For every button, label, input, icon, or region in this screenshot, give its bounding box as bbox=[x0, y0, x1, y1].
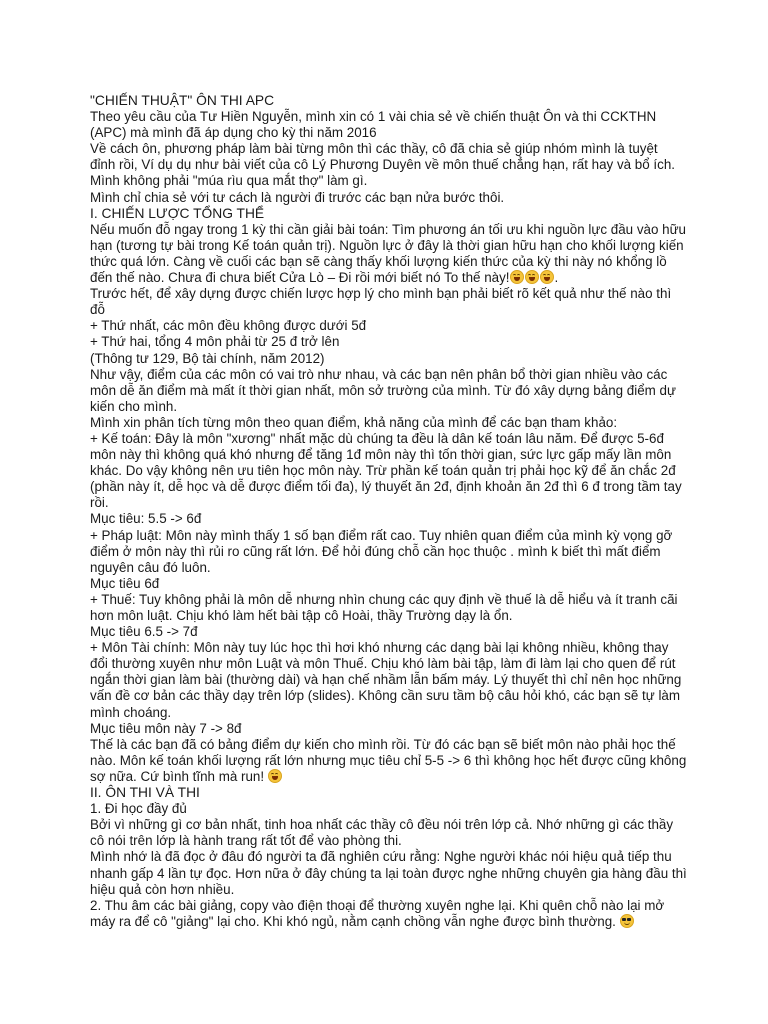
text-span: máy ra để cô "giảng" lại cho. Khi khó ngủ, nằm cạnh chồng vẫn nghe được bình thường. bbox=[90, 913, 616, 929]
grinning-face-emoji-icon bbox=[525, 270, 539, 284]
text-line: (Thông tư 129, Bộ tài chính, năm 2012) bbox=[90, 350, 325, 366]
text-line: Mình không phải "múa rìu qua mắt thợ" làm gì. bbox=[90, 173, 368, 189]
text-line: Nếu muốn đỗ ngay trong 1 kỳ thi cần giải bài toán: Tìm phương án tối ưu khi nguồn lực đầu vào hữu bbox=[90, 221, 687, 237]
text-line: hơn môn luật. Chịu khó làm hết bài tập cô Hoài, thầy Trường dạy là ổn. bbox=[90, 608, 513, 623]
text-line: Mình nhớ là đã đọc ở đâu đó người ta đã nghiên cứu rằng: Nghe người khác nói hiệu quả tiếp thu bbox=[90, 849, 672, 865]
text-line: + Pháp luật: Môn này mình thấy 1 số bạn điểm rất cao. Tuy nhiên quan điểm của mình kỳ vọng gỡ bbox=[90, 527, 673, 543]
text-line-with-emoji bbox=[90, 914, 690, 930]
text-line: khác. Do vậy không nên ưu tiên học môn này. Trừ phần kế toán quản trị phải học kỹ để ăn chắc 2đ bbox=[90, 463, 676, 479]
text-line: vấn đề cơ bản các thầy dạy trên lớp (slides). Không cần sưu tầm bộ câu hỏi khó, các bạn sẽ tự làm bbox=[90, 688, 681, 704]
text-line-with-emoji bbox=[90, 769, 690, 785]
document-title: "CHIẾN THUẬT" ÔN THI APC bbox=[90, 93, 275, 108]
text-line: môn dễ ăn điểm mà mất ít thời gian nhất, môn sở trường của mình. Từ đó xây dựng bảng điểm dự bbox=[90, 382, 676, 398]
target-line: Mục tiêu: 5.5 -> 6đ bbox=[90, 511, 202, 527]
text-line: (APC) mà mình đã áp dụng cho kỳ thi năm 2016 bbox=[90, 125, 377, 141]
text-line: rồi. bbox=[90, 495, 109, 511]
text-line: đỗ bbox=[90, 302, 105, 318]
condition-item: + Thứ nhất, các môn đều không được dưới 5đ bbox=[90, 318, 367, 334]
smiling-face-sunglasses-emoji-icon bbox=[620, 914, 634, 928]
text-line: Trước hết, để xây dựng được chiến lược hợp lý cho mình bạn phải biết rõ kết quả như thế nào thì bbox=[90, 286, 672, 302]
section-heading: I. CHIẾN LƯỢC TỔNG THỂ bbox=[90, 205, 265, 221]
text-line: đỉnh rồi, Ví dụ dụ như bài viết của cô Lý Phương Duyên về môn thuế chẳng hạn, rất hay và bổ ích. bbox=[90, 157, 676, 173]
text-line: Thế là các bạn đã có bảng điểm dự kiến cho mình rồi. Từ đó các bạn sẽ biết môn nào phải học thế bbox=[90, 736, 676, 752]
text-line: hiệu quả còn hơn nhiều. bbox=[90, 881, 235, 897]
text-line: + Thuế: Tuy không phải là môn dễ nhưng nhìn chung các quy định về thuế là dễ hiểu và ít tranh cãi bbox=[90, 591, 678, 607]
text-line: Bởi vì những gì cơ bản nhất, tinh hoa nhất các thầy cô đều nói trên lớp cả. Nhớ những gì các thầy bbox=[90, 817, 674, 833]
condition-item: + Thứ hai, tổng 4 môn phải từ 25 đ trở lên bbox=[90, 334, 340, 350]
text-line: điểm ở môn này thì rủi ro cũng rất lớn. Để hỏi đúng chỗ cần học thuộc . mình k biết thì mất điểm bbox=[90, 543, 661, 559]
text-line-with-emoji bbox=[90, 270, 690, 286]
text-line: mình choáng. bbox=[90, 704, 172, 720]
text-span: . bbox=[554, 270, 559, 286]
text-line: kiến cho mình. bbox=[90, 398, 178, 414]
text-line: Mình xin phân tích từng môn theo quan điểm, khả năng của mình để các bạn tham khảo: bbox=[90, 414, 618, 430]
grinning-face-emoji-icon bbox=[510, 270, 524, 284]
section-heading: II. ÔN THI VÀ THI bbox=[90, 785, 200, 801]
text-line: ngắn thời gian làm bài (thường dài) và hạn chế nhầm lẫn bấm máy. Lý thuyết thì chỉ nên học những bbox=[90, 672, 682, 688]
grinning-face-emoji-icon bbox=[268, 769, 282, 783]
text-span: sợ nữa. Cứ bình tĩnh mà run! bbox=[90, 768, 265, 784]
text-line: hạn (tương tự bài trong Kế toán quản trị). Nguồn lực ở đây là thời gian hữu hạn cho khối lượng kiến bbox=[90, 237, 684, 253]
text-line: cô nói trên lớp là hành trang rất tốt để vào phòng thi. bbox=[90, 833, 402, 849]
target-line: Mục tiêu 6.5 -> 7đ bbox=[90, 624, 198, 640]
text-line: môn này thì không quá khó nhưng để tăng 1đ môn này thì tốn thời gian, sức lực gấp mấy lần môn bbox=[90, 447, 672, 463]
target-line: Mục tiêu môn này 7 -> 8đ bbox=[90, 720, 242, 736]
text-line: đổi thường xuyên như môn Luật và môn Thuế. Chịu khó làm bài tập, làm đi làm lại cho quen để rút bbox=[90, 656, 676, 672]
text-line: 2. Thu âm các bài giảng, copy vào điện thoại để thường xuyên nghe lại. Khi quên chỗ nào lại mở bbox=[90, 897, 665, 913]
text-line: thức quá lớn. Càng về cuối các bạn sẽ càng thấy khối lượng kiến thức của kỳ thi này nó khổng lồ bbox=[90, 253, 667, 269]
text-line: + Kế toán: Đây là môn "xương" nhất mặc dù chúng ta đều là dân kế toán lâu năm. Để được 5-6đ bbox=[90, 430, 664, 446]
text-line: Theo yêu cầu của Tư Hiền Nguyễn, mình xin có 1 vài chia sẻ về chiến thuật Ôn và thi CCKTHN bbox=[90, 109, 657, 125]
text-line: nguyên câu đó luôn. bbox=[90, 559, 211, 575]
document-body bbox=[90, 93, 690, 930]
text-line: (phần này ít, dễ học và dễ được điểm tối đa), lý thuyết ăn 2đ, định khoản ăn 2đ thì 6 đ trong tầm tay bbox=[90, 479, 682, 495]
text-line: + Môn Tài chính: Môn này tuy lúc học thì hơi khó nhưng các dạng bài lại không nhiều, không thay bbox=[90, 640, 669, 656]
text-line: Mình chỉ chia sẻ với tư cách là người đi trước các bạn nửa bước thôi. bbox=[90, 189, 505, 205]
text-span: đến thế nào. Chưa đi chưa biết Cửa Lò – Đi rồi mới biết nó To thế này! bbox=[90, 270, 510, 286]
text-line: Về cách ôn, phương pháp làm bài từng môn thì các thầy, cô đã chia sẻ giúp nhóm mình là tuyệt bbox=[90, 141, 658, 157]
grinning-face-emoji-icon bbox=[540, 270, 554, 284]
text-line: Như vậy, điểm của các môn có vai trò như nhau, và các bạn nên phân bổ thời gian nhiều vào các bbox=[90, 366, 668, 382]
target-line: Mục tiêu 6đ bbox=[90, 575, 160, 591]
text-line: nào. Môn kế toán khối lượng rất lớn nhưng mục tiêu chỉ 5-5 -> 6 thì không học hết được cũng không bbox=[90, 752, 687, 768]
text-line: nhanh gấp 4 lần tự đọc. Hơn nữa ở đây chúng ta lại toàn được nghe những chuyên gia hàng đầu thì bbox=[90, 865, 687, 881]
subsection-heading: 1. Đi học đầy đủ bbox=[90, 801, 187, 817]
